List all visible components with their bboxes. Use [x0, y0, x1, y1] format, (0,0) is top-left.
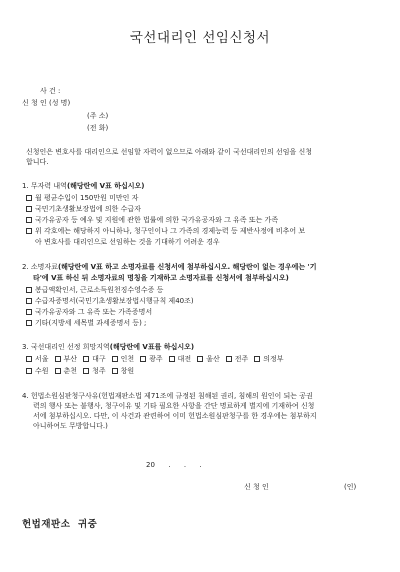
signature-label: 신 청 인 — [244, 483, 269, 491]
region-option[interactable] — [226, 354, 249, 364]
checkbox[interactable] — [26, 217, 32, 223]
region-row — [26, 354, 290, 364]
section3-title — [22, 342, 194, 352]
section1-item — [26, 226, 305, 236]
region-option[interactable] — [26, 354, 49, 364]
checkbox[interactable] — [26, 228, 32, 234]
checkbox[interactable] — [112, 356, 118, 362]
section2-title-note: (해당란에 V표 하고 소명자료를 신청서에 첨부하십시오. 해당란이 없는 경우에는 '기 — [57, 263, 317, 271]
checkbox[interactable] — [26, 298, 32, 304]
region-label: 수원 — [35, 367, 49, 375]
region-row — [26, 366, 140, 376]
region-label: 울산 — [206, 355, 220, 363]
region-label: 인천 — [120, 355, 135, 363]
section2-item — [26, 296, 194, 306]
region-option[interactable] — [55, 354, 78, 364]
section1-item — [26, 215, 278, 225]
section2-item-label: 기타(지방세 세목별 과세증명서 등) ; — [35, 319, 147, 327]
section4-line: 력의 행사 또는 불행사, 청구이유 및 기타 필요한 사항을 간단 명료하게 별지에 기재하여 신청 — [33, 402, 315, 410]
checkbox[interactable] — [26, 320, 32, 326]
page-title: 국선대리인 선임신청서 — [129, 30, 271, 46]
region-label: 대전 — [177, 355, 192, 363]
checkbox[interactable] — [55, 356, 61, 362]
section1-item — [26, 204, 141, 214]
section2-item — [26, 307, 152, 317]
checkbox[interactable] — [26, 195, 32, 201]
region-option[interactable] — [83, 366, 106, 376]
checkbox[interactable] — [254, 356, 260, 362]
date-line: 20 . . . — [146, 461, 202, 469]
section2-title-text: 2. 소명자료 — [22, 263, 58, 271]
section2-item — [26, 318, 146, 328]
region-option[interactable] — [112, 354, 135, 364]
region-option[interactable] — [197, 354, 220, 364]
checkbox[interactable] — [55, 368, 61, 374]
section1-item-continued: 아 변호사를 대리인으로 선임하는 것을 기대하기 어려운 경우 — [35, 238, 220, 246]
section3-title-note: (해당란에 V표를 하십시오) — [109, 343, 195, 351]
intro-line: 신청인은 변호사를 대리인으로 선임할 자력이 없으므로 아래와 같이 국선대리인의 선임을 신청 — [26, 148, 312, 156]
region-label: 대구 — [92, 355, 106, 363]
checkbox[interactable] — [26, 368, 32, 374]
section1-item-label: 월 평균수입이 150만원 미만인 자 — [35, 194, 139, 202]
checkbox[interactable] — [26, 287, 32, 293]
region-option[interactable] — [55, 366, 78, 376]
phone-label: (전 화) — [87, 124, 109, 132]
region-label: 서울 — [35, 355, 49, 363]
region-option[interactable] — [169, 354, 192, 364]
section2-item-label: 수급자증명서(국민기초생활보장법시행규칙 제40조) — [35, 297, 194, 305]
checkbox[interactable] — [140, 356, 146, 362]
section2-title — [22, 262, 316, 272]
recipient-footer: 헌법재판소 귀중 — [22, 519, 98, 530]
section4-paragraph — [22, 391, 317, 431]
section1-item-label: 국민기초생활보장법에 의한 수급자 — [35, 205, 141, 213]
intro-paragraph — [26, 147, 312, 167]
checkbox[interactable] — [112, 368, 118, 374]
region-label: 춘천 — [63, 367, 78, 375]
checkbox[interactable] — [169, 356, 175, 362]
region-option[interactable] — [140, 354, 163, 364]
section2-item-label: 국가유공자와 그 유족 또는 가족증명서 — [35, 308, 153, 316]
seal-mark: (인) — [344, 483, 357, 491]
region-label: 의정부 — [263, 355, 284, 363]
case-label: 사 건 : — [40, 87, 61, 95]
applicant-label: 신 청 인 (성 명) — [22, 99, 71, 107]
section1-title — [22, 181, 145, 191]
section1-item-label: 위 각호에는 해당하지 아니하나, 청구인이나 그 가족의 경제능력 등 제반사정에 비추어 보 — [35, 227, 306, 235]
region-label: 청주 — [92, 367, 106, 375]
section4-line: 서에 첨부하십시오. 다만, 이 사건과 관련하여 이미 헌법소원심판청구를 한 경우에는 첨부하지 — [33, 412, 317, 420]
section2-item-label: 봉급액확인서, 근로소득원천징수영수증 등 — [35, 286, 164, 294]
section4-line: 아니하여도 무방합니다.) — [33, 422, 108, 430]
region-label: 창원 — [120, 367, 135, 375]
section4-line: 4. 헌법소원심판청구사유(헌법재판소법 제71조에 규정된 침해된 권리, 침해의 원인이 되는 공권 — [22, 392, 313, 400]
checkbox[interactable] — [226, 356, 232, 362]
region-option[interactable] — [112, 366, 135, 376]
checkbox[interactable] — [26, 309, 32, 315]
section1-title-text: 1. 무자력 내역 — [22, 182, 67, 190]
section2-item — [26, 285, 163, 295]
region-label: 부산 — [63, 355, 78, 363]
section3-title-text: 3. 국선대리인 선정 희망지역 — [22, 343, 110, 351]
checkbox[interactable] — [83, 356, 89, 362]
checkbox[interactable] — [26, 206, 32, 212]
checkbox[interactable] — [26, 356, 32, 362]
intro-line: 합니다. — [26, 158, 49, 166]
checkbox[interactable] — [197, 356, 203, 362]
region-label: 전주 — [234, 355, 249, 363]
region-option[interactable] — [26, 366, 49, 376]
section1-title-note: (해당란에 V표 하십시오) — [66, 182, 145, 190]
section1-item — [26, 193, 138, 203]
address-label: (주 소) — [87, 112, 109, 120]
region-label: 광주 — [149, 355, 163, 363]
checkbox[interactable] — [83, 368, 89, 374]
region-option[interactable] — [83, 354, 106, 364]
section1-item-label: 국가유공자 등 예우 및 지원에 관한 법률에 의한 국가유공자와 그 유족 또는 가족 — [35, 216, 279, 224]
section2-title-note-continued: 타'에 V표 하신 뒤 소명자료의 명칭을 기재하고 소명자료를 신청서에 첨부하십시오) — [33, 274, 289, 282]
region-option[interactable] — [254, 354, 283, 364]
